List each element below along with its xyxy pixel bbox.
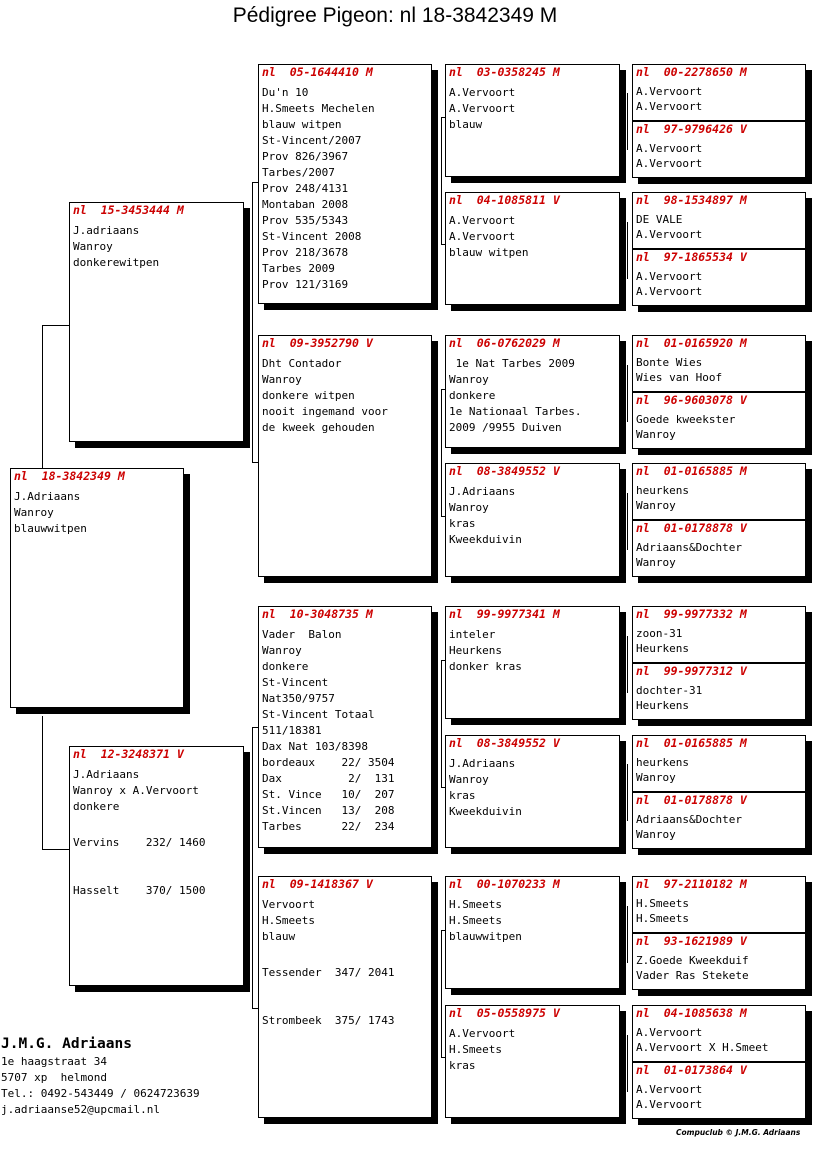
info-line: dochter-31	[636, 684, 703, 697]
info-line: J.Adriaans	[14, 490, 81, 503]
pigeon-card-gen4	[632, 876, 806, 933]
info-line: Wanroy	[636, 556, 676, 569]
info-line: H.Smeets	[449, 914, 502, 927]
pigeon-card-sire-sire-sire	[445, 64, 620, 177]
info-line: blauw witpen	[262, 118, 342, 131]
info-line: Wanroy	[73, 240, 113, 253]
ring-number: nl 98-1534897 M	[636, 193, 747, 207]
info-line: St-Vincent Totaal	[262, 708, 375, 721]
owner-info	[1, 1034, 200, 1118]
info-line: Wanroy	[449, 501, 489, 514]
info-line: kras	[449, 517, 476, 530]
info-line: H.Smeets Mechelen	[262, 102, 375, 115]
info-line: Wanroy	[262, 644, 302, 657]
pigeon-card-dam-sire-sire	[445, 606, 620, 719]
info-line: Wanroy	[636, 428, 676, 441]
info-line: A.Vervoort	[636, 285, 703, 298]
race-results	[73, 803, 205, 931]
connector-line	[441, 930, 442, 1057]
pigeon-card-dam-sire	[258, 606, 432, 848]
info-line: bordeaux 22/ 3504	[262, 756, 395, 769]
info-line: donkerewitpen	[73, 256, 160, 269]
info-line: Heurkens	[636, 699, 689, 712]
ring-number: nl 04-1085811 V	[449, 193, 560, 207]
info-line: H.Smeets	[449, 898, 502, 911]
info-line: Montaban 2008	[262, 198, 349, 211]
pigeon-card-dam	[69, 746, 244, 986]
race-result-line: Tessender 347/ 2041	[262, 966, 395, 979]
info-line: A.Vervoort	[636, 157, 703, 170]
info-line: Dax 2/ 131	[262, 772, 395, 785]
info-line: kras	[449, 1059, 476, 1072]
info-line: Kweekduivin	[449, 533, 522, 546]
info-line: Wanroy	[262, 373, 302, 386]
pigeon-card-dam-dam	[258, 876, 432, 1118]
info-line: Wanroy	[449, 373, 489, 386]
info-line: Wanroy	[636, 771, 676, 784]
pigeon-card-gen4	[632, 520, 806, 577]
owner-address: 1e haagstraat 34	[1, 1055, 107, 1068]
info-line: St-Vincent 2008	[262, 230, 362, 243]
pigeon-card-gen4	[632, 64, 806, 121]
ring-number: nl 05-1644410 M	[262, 65, 373, 79]
info-line: A.Vervoort	[636, 1083, 703, 1096]
connector-line	[441, 117, 442, 244]
pigeon-card-sire-dam	[258, 335, 432, 577]
info-line: St-Vincent	[262, 676, 329, 689]
ring-number: nl 09-1418367 V	[262, 877, 373, 891]
info-line: 1e Nat Tarbes 2009	[449, 357, 575, 370]
info-line: H.Smeets	[449, 1043, 502, 1056]
race-results	[262, 933, 394, 1061]
info-line: kras	[449, 789, 476, 802]
info-line: nooit ingemand voor	[262, 405, 388, 418]
info-line: Prov 121/3169	[262, 278, 349, 291]
info-line: A.Vervoort	[449, 230, 516, 243]
connector-line	[627, 365, 628, 422]
info-line: Z.Goede Kweekduif	[636, 954, 749, 967]
info-line: Heurkens	[636, 642, 689, 655]
race-result-line: Strombeek 375/ 1743	[262, 1014, 395, 1027]
info-line: Prov 826/3967	[262, 150, 349, 163]
connector-line	[252, 182, 253, 462]
info-line: blauw witpen	[449, 246, 529, 259]
pigeon-card-gen4	[632, 606, 806, 663]
connector-line	[627, 906, 628, 963]
ring-number: nl 05-0558975 V	[449, 1006, 560, 1020]
info-line: A.Vervoort	[636, 142, 703, 155]
ring-number: nl 12-3248371 V	[73, 747, 184, 761]
connector-line	[252, 727, 253, 1008]
info-line: A.Vervoort	[636, 100, 703, 113]
connector-line	[627, 636, 628, 693]
info-line: Wies van Hoof	[636, 371, 723, 384]
info-line: J.Adriaans	[449, 757, 516, 770]
ring-number: nl 00-1070233 M	[449, 877, 560, 891]
info-line: H.Smeets	[636, 897, 689, 910]
info-line: A.Vervoort	[636, 1026, 703, 1039]
info-line: Prov 218/3678	[262, 246, 349, 259]
connector-line	[627, 493, 628, 550]
info-line: 1e Nationaal Tarbes.	[449, 405, 582, 418]
race-result-line: Vervins 232/ 1460	[73, 836, 206, 849]
ring-number: nl 01-0165885 M	[636, 464, 747, 478]
copyright-notice: Compuclub © J.M.G. Adriaans	[676, 1128, 801, 1137]
pigeon-card-gen4	[632, 1062, 806, 1119]
pigeon-card-gen4	[632, 121, 806, 178]
info-line: blauw	[262, 930, 296, 943]
info-line: Tarbes 22/ 234	[262, 820, 395, 833]
info-line: A.Vervoort	[449, 102, 516, 115]
info-line: J.adriaans	[73, 224, 140, 237]
pigeon-card-sire-sire	[258, 64, 432, 304]
pigeon-card-sire	[69, 202, 244, 442]
info-line: blauwwitpen	[449, 930, 522, 943]
info-line: blauwwitpen	[14, 522, 87, 535]
ring-number: nl 99-9977332 M	[636, 607, 747, 621]
owner-email: j.adriaanse52@upcmail.nl	[1, 1103, 160, 1116]
info-line: Prov 248/4131	[262, 182, 349, 195]
pigeon-card-gen4	[632, 735, 806, 792]
info-line: Dht Contador	[262, 357, 342, 370]
info-line: H.Smeets	[262, 914, 315, 927]
info-line: A.Vervoort	[636, 270, 703, 283]
info-line: donker kras	[449, 660, 522, 673]
connector-line	[627, 1035, 628, 1092]
ring-number: nl 97-9796426 V	[636, 122, 747, 136]
info-line: A.Vervoort	[449, 214, 516, 227]
info-line: St.Vincen 13/ 208	[262, 804, 395, 817]
connector-line	[42, 325, 43, 469]
ring-number: nl 97-2110182 M	[636, 877, 747, 891]
connector-line	[42, 325, 69, 326]
pigeon-card-gen4	[632, 335, 806, 392]
info-line: Prov 535/5343	[262, 214, 349, 227]
info-line: J.Adriaans	[449, 485, 516, 498]
ring-number: nl 01-0178878 V	[636, 793, 747, 807]
pigeon-card-gen4	[632, 933, 806, 990]
ring-number: nl 08-3849552 V	[449, 464, 560, 478]
owner-phone: Tel.: 0492-543449 / 0624723639	[1, 1087, 200, 1100]
ring-number: nl 01-0165885 M	[636, 736, 747, 750]
info-line: Bonte Wies	[636, 356, 703, 369]
info-line: 511/18381	[262, 724, 322, 737]
pigeon-card-sire-dam-dam	[445, 463, 620, 577]
info-line: Wanroy	[14, 506, 54, 519]
ring-number: nl 08-3849552 V	[449, 736, 560, 750]
info-line: 2009 /9955 Duiven	[449, 421, 562, 434]
info-line: Tarbes 2009	[262, 262, 335, 275]
info-line: Adriaans&Dochter	[636, 813, 742, 826]
info-line: Wanroy	[636, 499, 676, 512]
info-line: A.Vervoort	[449, 1027, 516, 1040]
ring-number: nl 10-3048735 M	[262, 607, 373, 621]
info-line: A.Vervoort X H.Smeet	[636, 1041, 769, 1054]
owner-city: 5707 xp helmond	[1, 1071, 107, 1084]
info-line: Tarbes/2007	[262, 166, 335, 179]
info-line: Dax Nat 103/8398	[262, 740, 368, 753]
info-line: inteler	[449, 628, 496, 641]
connector-line	[441, 389, 442, 516]
owner-name: J.M.G. Adriaans	[1, 1036, 132, 1052]
connector-line	[42, 849, 69, 850]
pigeon-card-gen4	[632, 249, 806, 306]
info-line: Adriaans&Dochter	[636, 541, 742, 554]
ring-number: nl 04-1085638 M	[636, 1006, 747, 1020]
ring-number: nl 99-9977341 M	[449, 607, 560, 621]
info-line: donkere witpen	[262, 389, 355, 402]
info-line: donkere	[73, 800, 120, 813]
pigeon-card-gen4	[632, 663, 806, 720]
ring-number: nl 15-3453444 M	[73, 203, 184, 217]
info-line: A.Vervoort	[449, 86, 516, 99]
ring-number: nl 01-0173864 V	[636, 1063, 747, 1077]
ring-number: nl 93-1621989 V	[636, 934, 747, 948]
pigeon-card-dam-dam-dam	[445, 1005, 620, 1118]
ring-number: nl 01-0178878 V	[636, 521, 747, 535]
pigeon-card-gen4	[632, 1005, 806, 1062]
ring-number: nl 99-9977312 V	[636, 664, 747, 678]
info-line: H.Smeets	[636, 912, 689, 925]
ring-number: nl 01-0165920 M	[636, 336, 747, 350]
info-line: St-Vincent/2007	[262, 134, 362, 147]
info-line: A.Vervoort	[636, 85, 703, 98]
pigeon-card-dam-dam-sire	[445, 876, 620, 989]
pigeon-card-gen4	[632, 463, 806, 520]
info-line: heurkens	[636, 484, 689, 497]
pigeon-card-gen4	[632, 792, 806, 849]
pigeon-card-gen4	[632, 392, 806, 449]
info-line: donkere	[449, 389, 496, 402]
info-line: J.Adriaans	[73, 768, 140, 781]
ring-number: nl 97-1865534 V	[636, 250, 747, 264]
info-line: St. Vince 10/ 207	[262, 788, 395, 801]
info-line: Wanroy	[636, 828, 676, 841]
pigeon-card-sire-dam-sire	[445, 335, 620, 448]
connector-line	[627, 93, 628, 150]
info-line: A.Vervoort	[636, 1098, 703, 1111]
info-line: de kweek gehouden	[262, 421, 375, 434]
pigeon-card-main	[10, 468, 184, 708]
info-line: heurkens	[636, 756, 689, 769]
pigeon-card-dam-sire-dam	[445, 735, 620, 848]
info-line: Goede kweekster	[636, 413, 736, 426]
info-line: Kweekduivin	[449, 805, 522, 818]
info-line: Vader Balon	[262, 628, 342, 641]
info-line: Nat350/9757	[262, 692, 335, 705]
ring-number: nl 06-0762029 M	[449, 336, 560, 350]
ring-number: nl 00-2278650 M	[636, 65, 747, 79]
connector-line	[441, 660, 442, 787]
info-line: Vervoort	[262, 898, 315, 911]
info-line: Vader Ras Stekete	[636, 969, 749, 982]
info-line: Wanroy	[449, 773, 489, 786]
info-line: zoon-31	[636, 627, 683, 640]
connector-line	[42, 716, 43, 849]
pigeon-card-sire-sire-dam	[445, 192, 620, 305]
ring-number: nl 03-0358245 M	[449, 65, 560, 79]
info-line: Du'n 10	[262, 86, 309, 99]
connector-line	[627, 764, 628, 821]
info-line: Heurkens	[449, 644, 502, 657]
pigeon-card-gen4	[632, 192, 806, 249]
info-line: donkere	[262, 660, 309, 673]
ring-number: nl 09-3952790 V	[262, 336, 373, 350]
connector-line	[627, 222, 628, 279]
race-result-line: Hasselt 370/ 1500	[73, 884, 206, 897]
page-title: Pédigree Pigeon: nl 18-3842349 M	[232, 4, 558, 27]
info-line: blauw	[449, 118, 483, 131]
info-line: A.Vervoort	[636, 228, 703, 241]
info-line: DE VALE	[636, 213, 683, 226]
info-line: Wanroy x A.Vervoort	[73, 784, 199, 797]
ring-number: nl 96-9603078 V	[636, 393, 747, 407]
ring-number: nl 18-3842349 M	[14, 469, 125, 483]
